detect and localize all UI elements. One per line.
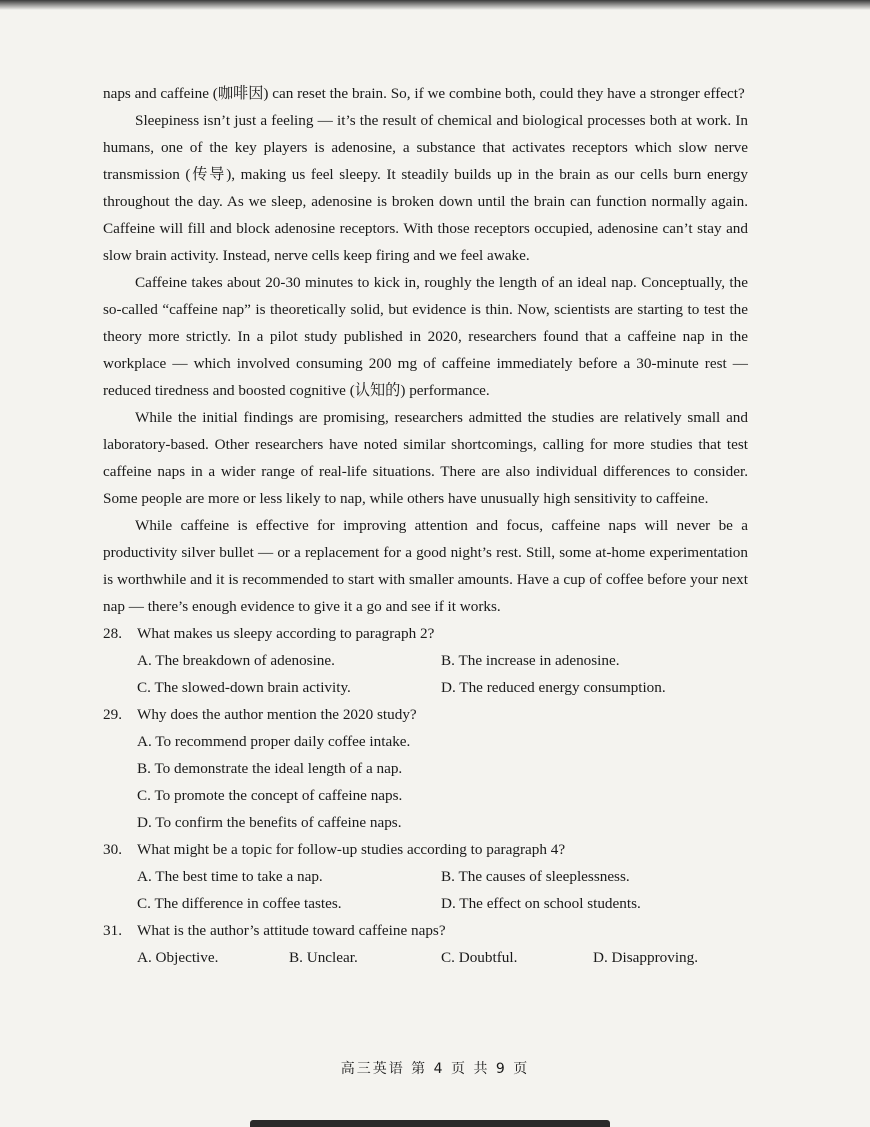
question-stem: What makes us sleepy according to paragraph 2? [137,625,435,642]
passage-paragraph-1: Sleepiness isn’t just a feeling — it’s the result of chemical and biological processes both at work. In humans, one of the key players is adenosine, a substance that activates receptors which slow nerve transmission (传导), making us feel sleepy. It steadily builds up in the brain as our cells burn energy throughout the day. As we sleep, adenosine is broken down until the brain can function normally again. Caffeine will fill and block adenosine receptors. With those receptors occupied, adenosine can’t stay and slow brain activity. Instead, nerve cells keep firing and we feel awake. [103,112,748,264]
passage-paragraph-3: While the initial findings are promising, researchers admitted the studies are relatively small and laboratory-based. Other researchers have noted similar shortcomings, calling for more studies that test caffeine naps in a wider range of real-life situations. There are also individual differences to consider. Some people are more or less likely to nap, while others have unusually high sensitivity to caffeine. [103,409,748,507]
passage-paragraph-0: naps and caffeine (咖啡因) can reset the brain. So, if we combine both, could they have a stronger effect? [103,85,745,102]
option-d: D. The effect on school students. [441,895,641,912]
option-d: D. Disapproving. [593,949,699,966]
option-a: A. To recommend proper daily coffee intake. [137,733,411,750]
question-stem: Why does the author mention the 2020 study? [137,706,417,723]
question-28 [103,620,748,701]
question-29 [103,701,748,836]
question-stem: What might be a topic for follow-up studies according to paragraph 4? [137,841,566,858]
question-30 [103,836,748,917]
question-number: 28. [103,625,122,642]
option-c: C. The difference in coffee tastes. [137,895,342,912]
scan-top-edge [0,0,870,10]
scan-bottom-edge [250,1120,610,1127]
option-b: B. The causes of sleeplessness. [441,868,630,885]
option-d: D. The reduced energy consumption. [441,679,666,696]
exam-page [103,80,748,971]
option-a: A. The best time to take a nap. [137,868,323,885]
question-number: 29. [103,706,122,723]
option-b: B. The increase in adenosine. [441,652,620,669]
passage-paragraph-2: Caffeine takes about 20-30 minutes to kick in, roughly the length of an ideal nap. Conceptually, the so-called “caffeine nap” is theoretically solid, but evidence is thin. Now, scientists are starting to test the theory more strictly. In a pilot study published in 2020, researchers found that a caffeine nap in the workplace — which involved consuming 200 mg of caffeine immediately before a 30-minute rest — reduced tiredness and boosted cognitive (认知的) performance. [103,274,748,399]
option-b: B. Unclear. [289,949,358,966]
question-number: 30. [103,841,122,858]
passage-paragraph-4: While caffeine is effective for improving attention and focus, caffeine naps will never be a productivity silver bullet — or a replacement for a good night’s rest. Still, some at-home experimentation is worthwhile and it is recommended to start with smaller amounts. Have a cup of coffee before your next nap — there’s enough evidence to give it a go and see if it works. [103,517,748,615]
question-31 [103,917,748,971]
option-a: A. The breakdown of adenosine. [137,652,335,669]
page-footer: 高三英语 第 4 页 共 9 页 [340,1061,530,1077]
option-c: C. The slowed-down brain activity. [137,679,351,696]
question-number: 31. [103,922,122,939]
option-d: D. To confirm the benefits of caffeine naps. [137,814,402,831]
option-a: A. Objective. [137,949,219,966]
question-stem: What is the author’s attitude toward caffeine naps? [137,922,446,939]
option-c: C. Doubtful. [441,949,518,966]
option-c: C. To promote the concept of caffeine naps. [137,787,403,804]
option-b: B. To demonstrate the ideal length of a nap. [137,760,403,777]
